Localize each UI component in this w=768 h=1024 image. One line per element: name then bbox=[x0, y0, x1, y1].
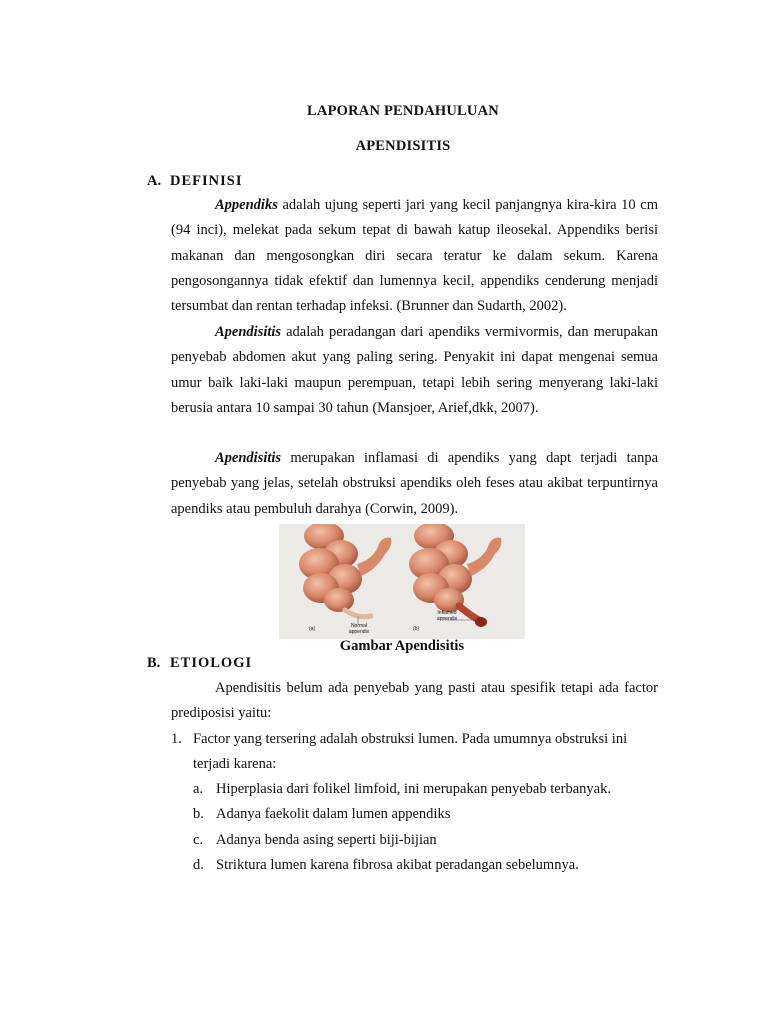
sub-item-a-letter: a. bbox=[193, 781, 204, 797]
figure-caption: Gambar Apendisitis bbox=[339, 638, 465, 654]
normal-appendix-label: Normal appendix bbox=[348, 623, 370, 635]
section-a-title: DEFINISI bbox=[170, 173, 243, 189]
term-apendisitis-2: Apendisitis bbox=[215, 450, 282, 466]
etiologi-intro bbox=[171, 676, 658, 727]
term-apendisitis: Apendisitis bbox=[215, 324, 282, 340]
sub-item-b-letter: b. bbox=[193, 806, 204, 822]
definition-paragraph-1 bbox=[171, 193, 658, 319]
section-b-title: ETIOLOGI bbox=[170, 655, 253, 671]
figure-label-b: (b) bbox=[413, 626, 420, 632]
sub-item-b-text: Adanya faekolit dalam lumen appendiks bbox=[216, 806, 451, 822]
definition-paragraph-2 bbox=[171, 320, 658, 421]
term-appendiks: Appendiks bbox=[215, 197, 278, 213]
appendix-illustration bbox=[279, 524, 525, 639]
sub-item-a-text: Hiperplasia dari folikel limfoid, ini merupakan penyebab terbanyak. bbox=[216, 781, 611, 797]
section-a-heading bbox=[147, 173, 242, 190]
section-b-number: B. bbox=[147, 655, 161, 671]
list-item-1-number: 1. bbox=[171, 731, 182, 747]
inflamed-appendix-label: Inflamed appendix bbox=[436, 610, 458, 622]
list-item-1 bbox=[171, 727, 658, 778]
section-a-number: A. bbox=[147, 173, 162, 189]
paragraph-1-text: adalah ujung seperti jari yang kecil panjangnya kira-kira 10 cm (94 inci), melekat pada sekum tepat di bawah katup ileosekal. Appendiks berisi makanan dan mengosongkan diri secara teratur ke dalam sekum. Karena pengosongannya tidak efektif dan lumennya kecil, appendiks cenderung menjadi tersumbat dan rentan terhadap infeksi. (Brunner dan Sudarth, 2002). bbox=[171, 197, 658, 315]
definition-paragraph-3 bbox=[171, 446, 658, 522]
section-b-heading bbox=[147, 655, 252, 672]
paragraph-2-text: adalah peradangan dari apendiks vermivormis, dan merupakan penyebab abdomen akut yang paling sering. Penyakit ini dapat mengenai semua umur baik laki-laki maupun perempuan, tetapi lebih sering menyerang laki-laki berusia antara 10 sampai 30 tahun (Mansjoer, Arief,dkk, 2007). bbox=[171, 324, 658, 416]
document-subtitle: APENDISITIS bbox=[355, 138, 451, 154]
sub-item-d-letter: d. bbox=[193, 857, 204, 873]
paragraph-3-text: merupakan inflamasi di apendiks yang dapt terjadi tanpa penyebab yang jelas, setelah obstruksi apendiks oleh feses atau akibat terpuntirnya apendiks atau pembuluh darahya (Corwin, 2009). bbox=[171, 450, 658, 517]
appendicitis-figure bbox=[279, 524, 525, 639]
document-title: LAPORAN PENDAHULUAN bbox=[307, 103, 499, 119]
sub-item-c-text: Adanya benda asing seperti biji-bijian bbox=[216, 832, 437, 848]
sub-item-d-text: Striktura lumen karena fibrosa akibat peradangan sebelumnya. bbox=[216, 857, 579, 873]
etiologi-intro-text: Apendisitis belum ada penyebab yang pasti atau spesifik tetapi ada factor prediposisi yaitu: bbox=[171, 680, 658, 722]
list-item-1-text: Factor yang tersering adalah obstruksi lumen. Pada umumnya obstruksi ini terjadi karena: bbox=[193, 731, 628, 773]
sub-item-c-letter: c. bbox=[193, 832, 204, 848]
figure-label-a: (a) bbox=[309, 626, 316, 632]
